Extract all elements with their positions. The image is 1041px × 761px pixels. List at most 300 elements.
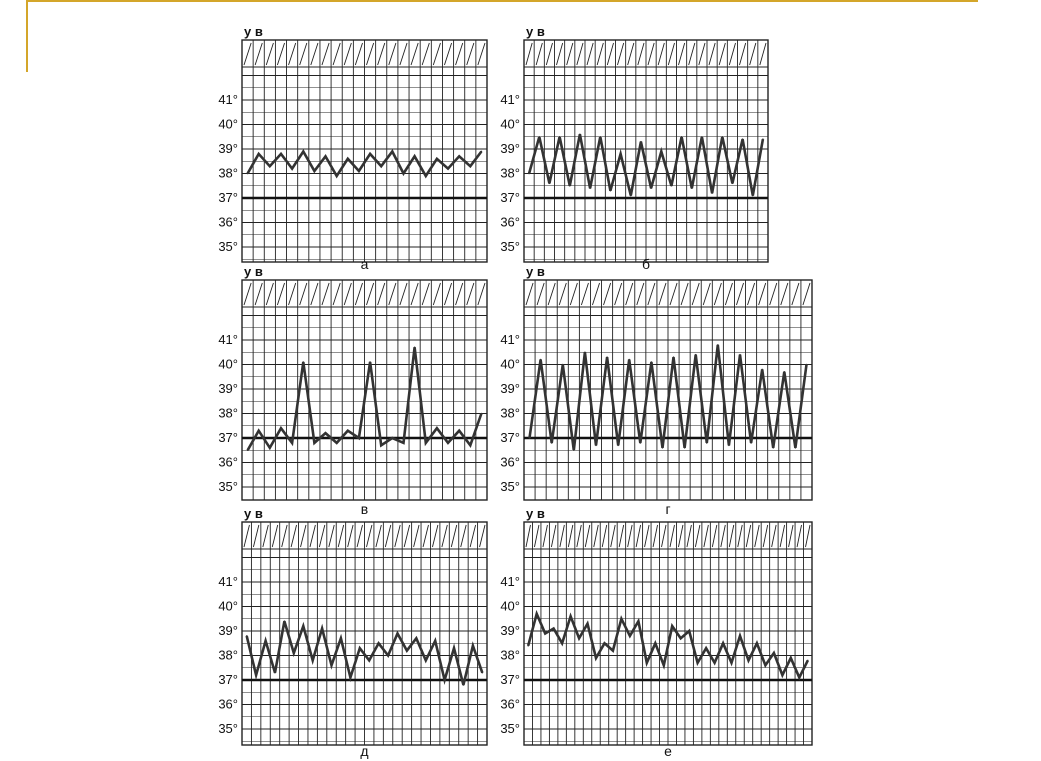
grid-diagonal (729, 43, 735, 65)
y-tick-label: 41° (218, 92, 238, 107)
grid-diagonal (659, 283, 666, 305)
data-point (673, 356, 675, 358)
data-point (620, 153, 622, 155)
data-point (436, 158, 438, 160)
chart-panel-e (218, 506, 487, 759)
grid-diagonal (679, 43, 685, 65)
data-point (302, 151, 304, 153)
data-point (761, 369, 763, 371)
data-point (302, 361, 304, 363)
grid-diagonal (526, 43, 532, 65)
data-point (368, 660, 370, 662)
data-point (325, 432, 327, 434)
grid-diagonal (604, 283, 611, 305)
grid-diagonal (806, 525, 810, 547)
y-tick-label: 41° (218, 332, 238, 347)
y-tick-label: 38° (500, 165, 520, 181)
data-point (711, 192, 713, 194)
grid-diagonal (300, 43, 307, 65)
grid-diagonal (344, 283, 351, 305)
data-point (403, 442, 405, 444)
grid-diagonal (422, 283, 429, 305)
grid-diagonal (367, 525, 372, 547)
y-tick-label: 36° (218, 214, 238, 230)
grid-diagonal (760, 43, 766, 65)
data-point (269, 165, 271, 167)
y-tick-label: 38° (500, 647, 520, 663)
data-point (414, 347, 416, 349)
grid-diagonal (319, 525, 324, 547)
data-point (630, 195, 632, 197)
data-point (369, 153, 371, 155)
data-point (662, 447, 664, 449)
data-point (660, 151, 662, 153)
data-point (529, 437, 531, 439)
grid-diagonal (534, 525, 538, 547)
data-point (599, 136, 601, 138)
data-point (717, 344, 719, 346)
data-point (765, 665, 767, 667)
data-point (414, 156, 416, 158)
grid-diagonal (611, 525, 615, 547)
grid-diagonal (703, 283, 710, 305)
grid-diagonal (467, 283, 474, 305)
data-point (782, 674, 784, 676)
y-tick-label: 39° (500, 623, 520, 638)
data-point (752, 195, 754, 197)
panel-caption: а (360, 256, 369, 272)
grid-diagonal (414, 525, 419, 547)
data-point (397, 633, 399, 635)
y-tick-label: 37° (500, 672, 520, 687)
y-tick-label: 38° (500, 405, 520, 421)
data-point (621, 618, 623, 620)
data-point (651, 361, 653, 363)
data-point (610, 190, 612, 192)
grid-diagonal (433, 283, 440, 305)
grid-diagonal (244, 43, 251, 65)
grid-diagonal (792, 283, 799, 305)
grid-diagonal (670, 283, 677, 305)
data-point (773, 652, 775, 654)
grid-diagonal (712, 525, 716, 547)
data-point (750, 442, 752, 444)
y-tick-label: 38° (218, 647, 238, 663)
grid-diagonal (719, 43, 725, 65)
grid-diagonal (543, 525, 547, 547)
grid-diagonal (740, 43, 746, 65)
grid-diagonal (456, 43, 463, 65)
grid-diagonal (581, 283, 588, 305)
grid-diagonal (648, 283, 655, 305)
grid-diagonal (687, 525, 691, 547)
data-point (387, 655, 389, 657)
grid-diagonal (411, 43, 418, 65)
data-point (536, 613, 538, 615)
data-point (469, 445, 471, 447)
grid-diagonal (670, 525, 674, 547)
grid-diagonal (461, 525, 466, 547)
y-tick-label: 38° (218, 165, 238, 181)
y-tick-label: 35° (218, 721, 238, 736)
grid-diagonal (577, 525, 581, 547)
grid-diagonal (551, 525, 555, 547)
data-point (406, 650, 408, 652)
data-point (587, 623, 589, 625)
grid-diagonal (333, 43, 340, 65)
grid-diagonal (721, 525, 725, 547)
chart-panel-d (500, 264, 812, 517)
panel-caption: д (360, 743, 369, 759)
data-point (807, 660, 809, 662)
y-tick-label: 35° (500, 479, 520, 494)
grid-diagonal (451, 525, 456, 547)
grid-diagonal (592, 283, 599, 305)
data-point (425, 442, 427, 444)
grid-diagonal (385, 525, 390, 547)
grid-diagonal (709, 43, 715, 65)
grid-diagonal (277, 43, 284, 65)
data-point (255, 674, 257, 676)
data-point (579, 134, 581, 136)
data-point (528, 173, 530, 175)
data-point (481, 151, 483, 153)
data-point (380, 445, 382, 447)
data-point (425, 175, 427, 177)
y-tick-label: 35° (218, 479, 238, 494)
grid-diagonal (695, 525, 699, 547)
grid-diagonal (300, 283, 307, 305)
data-point (706, 442, 708, 444)
grid-diagonal (536, 43, 542, 65)
grid-diagonal (338, 525, 343, 547)
data-point (748, 660, 750, 662)
grid-diagonal (433, 43, 440, 65)
grid-diagonal (797, 525, 801, 547)
grid-diagonal (289, 43, 296, 65)
y-tick-label: 39° (218, 623, 238, 638)
grid-diagonal (277, 283, 284, 305)
y-tick-label: 36° (218, 454, 238, 470)
grid-diagonal (478, 283, 485, 305)
data-point (347, 430, 349, 432)
grid-diagonal (560, 525, 564, 547)
data-point (640, 141, 642, 143)
data-point (291, 168, 293, 170)
data-point (553, 628, 555, 630)
data-point (359, 647, 361, 649)
data-point (573, 449, 575, 451)
panel-header: у в (526, 506, 545, 521)
grid-diagonal (467, 43, 474, 65)
grid-diagonal (395, 525, 400, 547)
grid-diagonal (567, 43, 573, 65)
y-tick-label: 41° (218, 574, 238, 589)
grid-diagonal (404, 525, 409, 547)
data-point (617, 445, 619, 447)
data-point (604, 642, 606, 644)
grid-diagonal (253, 525, 258, 547)
data-point (481, 672, 483, 674)
y-tick-label: 38° (218, 405, 238, 421)
chart-panel-b (500, 24, 768, 272)
grid-diagonal (789, 525, 793, 547)
data-point (772, 447, 774, 449)
data-point (732, 183, 734, 185)
y-tick-label: 37° (500, 430, 520, 445)
grid-diagonal (470, 525, 475, 547)
data-point (392, 151, 394, 153)
data-point (458, 430, 460, 432)
data-point (578, 638, 580, 640)
data-point (481, 413, 483, 415)
grid-diagonal (367, 43, 374, 65)
grid-diagonal (301, 525, 306, 547)
y-tick-label: 39° (218, 141, 238, 156)
data-point (742, 138, 744, 140)
data-point (798, 677, 800, 679)
grid-diagonal (585, 525, 589, 547)
grid-diagonal (781, 283, 788, 305)
data-point (434, 640, 436, 642)
y-tick-label: 37° (218, 190, 238, 205)
data-point (331, 665, 333, 667)
data-point (403, 173, 405, 175)
grid-diagonal (738, 525, 742, 547)
grid-diagonal (662, 525, 666, 547)
grid-diagonal (559, 283, 566, 305)
grid-diagonal (400, 283, 407, 305)
data-point (559, 136, 561, 138)
data-point (274, 672, 276, 674)
grid-diagonal (699, 43, 705, 65)
y-tick-label: 41° (500, 92, 520, 107)
data-point (697, 662, 699, 664)
data-point (570, 616, 572, 618)
grid-diagonal (422, 43, 429, 65)
grid-diagonal (291, 525, 296, 547)
grid-diagonal (750, 43, 756, 65)
data-point (280, 153, 282, 155)
y-tick-label: 35° (218, 239, 238, 254)
data-point (731, 662, 733, 664)
grid-diagonal (444, 283, 451, 305)
grid-diagonal (400, 43, 407, 65)
grid-diagonal (770, 283, 777, 305)
y-tick-label: 36° (500, 454, 520, 470)
data-point (527, 645, 529, 647)
data-point (584, 351, 586, 353)
grid-diagonal (759, 283, 766, 305)
grid-diagonal (803, 283, 810, 305)
grid-diagonal (378, 43, 385, 65)
data-point (312, 660, 314, 662)
panel-header: у в (244, 24, 263, 39)
grid-diagonal (729, 525, 733, 547)
data-point (646, 662, 648, 664)
grid-diagonal (329, 525, 334, 547)
grid-diagonal (628, 525, 632, 547)
grid-diagonal (692, 283, 699, 305)
grid-diagonal (548, 283, 555, 305)
grid-diagonal (537, 283, 544, 305)
data-point (425, 660, 427, 662)
data-point (472, 645, 474, 647)
y-tick-label: 39° (218, 381, 238, 396)
grid-diagonal (310, 525, 315, 547)
grid-diagonal (763, 525, 767, 547)
y-tick-label: 36° (500, 214, 520, 230)
data-point (447, 168, 449, 170)
grid-diagonal (597, 43, 603, 65)
grid-diagonal (658, 43, 664, 65)
y-tick-label: 41° (500, 332, 520, 347)
data-point (325, 156, 327, 158)
data-point (293, 652, 295, 654)
grid-diagonal (333, 283, 340, 305)
data-point (628, 359, 630, 361)
grid-diagonal (714, 283, 721, 305)
grid-diagonal (678, 525, 682, 547)
data-point (284, 620, 286, 622)
grid-diagonal (376, 525, 381, 547)
grid-diagonal (557, 43, 563, 65)
data-point (640, 442, 642, 444)
grid-diagonal (389, 283, 396, 305)
y-tick-label: 36° (500, 696, 520, 712)
data-point (722, 642, 724, 644)
data-point (247, 173, 249, 175)
grid-diagonal (526, 283, 533, 305)
data-point (762, 138, 764, 140)
grid-diagonal (594, 525, 598, 547)
grid-diagonal (255, 43, 262, 65)
data-point (606, 356, 608, 358)
grid-diagonal (746, 525, 750, 547)
grid-diagonal (618, 43, 624, 65)
data-point (246, 635, 248, 637)
data-point (347, 158, 349, 160)
data-point (705, 647, 707, 649)
grid-diagonal (755, 525, 759, 547)
data-point (321, 628, 323, 630)
grid-diagonal (272, 525, 277, 547)
data-point (671, 185, 673, 187)
grid-diagonal (780, 525, 784, 547)
data-point (784, 371, 786, 373)
data-point (654, 642, 656, 644)
data-point (638, 620, 640, 622)
data-point (336, 442, 338, 444)
grid-diagonal (681, 283, 688, 305)
data-point (280, 427, 282, 429)
grid-diagonal (282, 525, 287, 547)
data-point (629, 635, 631, 637)
data-point (569, 185, 571, 187)
data-point (447, 442, 449, 444)
data-point (589, 187, 591, 189)
data-point (739, 635, 741, 637)
data-point (562, 364, 564, 366)
data-point (350, 677, 352, 679)
grid-diagonal (355, 283, 362, 305)
data-point (258, 153, 260, 155)
grid-diagonal (626, 283, 633, 305)
data-point (314, 442, 316, 444)
panel-header: у в (526, 24, 545, 39)
grid-diagonal (322, 43, 329, 65)
data-point (806, 364, 808, 366)
data-point (701, 136, 703, 138)
data-point (540, 359, 542, 361)
data-point (258, 430, 260, 432)
y-tick-label: 37° (218, 672, 238, 687)
data-point (595, 445, 597, 447)
data-point (269, 447, 271, 449)
panel-header: у в (526, 264, 545, 279)
y-tick-label: 40° (218, 598, 238, 614)
grid-diagonal (378, 283, 385, 305)
grid-diagonal (638, 43, 644, 65)
grid-diagonal (442, 525, 447, 547)
data-point (469, 165, 471, 167)
chart-panel-f (500, 506, 812, 759)
grid-diagonal (266, 43, 273, 65)
grid-diagonal (568, 525, 572, 547)
data-point (714, 662, 716, 664)
grid-diagonal (587, 43, 593, 65)
y-tick-label: 35° (500, 239, 520, 254)
y-tick-label: 39° (500, 141, 520, 156)
data-point (595, 657, 597, 659)
grid-diagonal (577, 43, 583, 65)
data-point (291, 442, 293, 444)
grid-diagonal (266, 283, 273, 305)
grid-diagonal (637, 283, 644, 305)
grid-diagonal (411, 283, 418, 305)
data-point (463, 684, 465, 686)
grid-diagonal (546, 43, 552, 65)
panel-header: у в (244, 506, 263, 521)
grid-diagonal (367, 283, 374, 305)
data-point (358, 170, 360, 172)
grid-diagonal (355, 43, 362, 65)
y-tick-label: 40° (218, 116, 238, 132)
grid-diagonal (423, 525, 428, 547)
grid-diagonal (704, 525, 708, 547)
grid-diagonal (244, 283, 251, 305)
data-point (416, 638, 418, 640)
data-point (695, 354, 697, 356)
grid-diagonal (748, 283, 755, 305)
data-point (721, 136, 723, 138)
data-point (369, 361, 371, 363)
data-point (392, 437, 394, 439)
grid-diagonal (526, 525, 530, 547)
grid-diagonal (244, 525, 249, 547)
data-point (436, 427, 438, 429)
y-tick-label: 36° (218, 696, 238, 712)
grid-diagonal (263, 525, 268, 547)
data-point (756, 642, 758, 644)
y-tick-label: 40° (500, 598, 520, 614)
data-point (728, 445, 730, 447)
panel-caption: в (360, 501, 369, 517)
grid-diagonal (322, 283, 329, 305)
grid-diagonal (619, 525, 623, 547)
data-point (544, 633, 546, 635)
grid-diagonal (311, 43, 318, 65)
